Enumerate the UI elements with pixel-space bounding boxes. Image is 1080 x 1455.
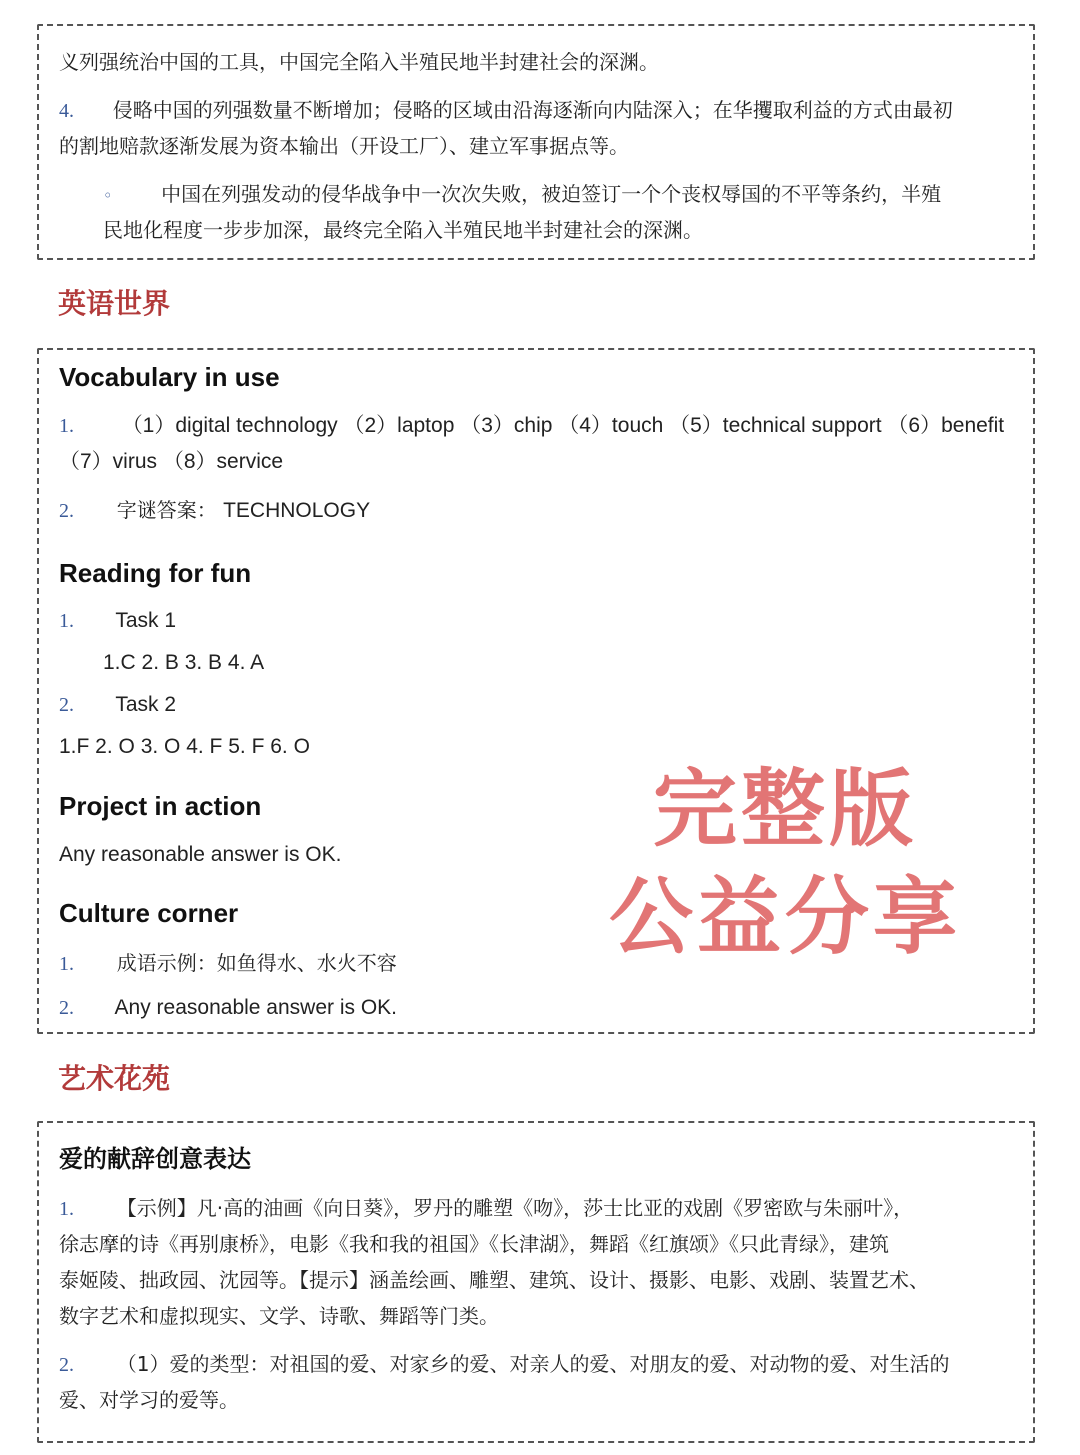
art-item-1-cont-3: 数字艺术和虚拟现实、文学、诗歌、舞蹈等门类。 [59,1304,499,1328]
vocab-item-2 [59,492,1027,529]
art-item-2 [59,1346,1027,1383]
item-number: 4. [59,100,74,122]
heading-culture: Culture corner [59,898,239,928]
item-text: （1）爱的类型：对祖国的爱、对家乡的爱、对亲人的爱、对朋友的爱、对动物的爱、对生活的 [116,1352,950,1376]
section-title-english: 英语世界 [58,287,171,320]
history-item-4 [59,92,1027,129]
history-subitem-cont: 民地化程度一步步加深，最终完全陷入半殖民地半封建社会的深渊。 [103,218,703,242]
section-title-art: 艺术花苑 [58,1062,171,1095]
item-text: 【示例】凡·高的油画《向日葵》，罗丹的雕塑《吻》，莎士比亚的戏剧《罗密欧与朱丽叶》， [116,1196,914,1220]
item-text: 侵略中国的列强数量不断增加；侵略的区域由沿海逐渐向内陆深入；在华攫取利益的方式由最初 [112,98,953,122]
art-item-2-cont: 爱、对学习的爱等。 [59,1388,239,1412]
watermark-line-2: 公益分享 [608,868,961,966]
task-label: Task 1 [115,609,177,632]
art-item-1 [59,1190,1027,1227]
item-label: 字谜答案： [116,498,217,522]
art-item-1-cont-1: 徐志摩的诗《再别康桥》，电影《我和我的祖国》《长津湖》，舞蹈《红旗颂》《只此青绿》，建筑 [59,1232,889,1256]
heading-art: 爱的献辞创意表达 [59,1145,251,1173]
vocab-item-1 [59,408,1027,444]
circle-bullet-icon: ◦ [103,186,113,205]
art-item-1-cont-2: 泰姬陵、拙政园、沈园等。【提示】涵盖绘画、雕塑、建筑、设计、摄影、电影、戏剧、装置艺术、 [59,1268,929,1292]
history-item-4-cont: 的割地赔款逐渐发展为资本输出（开设工厂）、建立军事据点等。 [59,134,629,158]
history-subitem [103,176,1027,214]
item-number: 2. [59,997,74,1019]
item-number: 1. [59,953,74,975]
watermark-stamp [600,755,970,971]
reading-task-1 [59,603,1027,639]
item-number: 2. [59,500,74,522]
item-answer: TECHNOLOGY [223,499,371,522]
item-text: （1）digital technology （2）laptop （3）chip （4）touch （5）technical support （6）benefit [121,414,1005,437]
item-number: 1. [59,1198,74,1220]
history-answer-box [37,24,1035,260]
history-line: 义列强统治中国的工具，中国完全陷入半殖民地半封建社会的深渊。 [59,50,659,74]
reading-task-2 [59,687,1027,723]
heading-reading: Reading for fun [59,558,252,588]
item-number: 1. [59,415,74,437]
item-text: Any reasonable answer is OK. [114,996,398,1019]
item-number: 1. [59,610,74,632]
heading-vocabulary: Vocabulary in use [59,362,280,392]
subitem-text: 中国在列强发动的侵华战争中一次次失败，被迫签订一个个丧权辱国的不平等条约，半殖 [161,182,942,206]
item-text: 成语示例：如鱼得水、水火不容 [116,951,397,975]
reading-task-1-answers: 1.C 2. B 3. B 4. A [103,651,265,674]
project-text: Any reasonable answer is OK. [59,843,342,866]
vocab-item-1-cont: （7）virus （8）service [59,450,284,473]
art-answer-box [37,1121,1035,1443]
heading-project: Project in action [59,791,262,821]
task-label: Task 2 [115,693,177,716]
reading-task-2-answers: 1.F 2. O 3. O 4. F 5. F 6. O [59,735,310,758]
culture-item-2 [59,990,1027,1026]
item-number: 2. [59,1354,74,1376]
item-number: 2. [59,694,74,716]
watermark-line-1: 完整版 [652,760,917,858]
